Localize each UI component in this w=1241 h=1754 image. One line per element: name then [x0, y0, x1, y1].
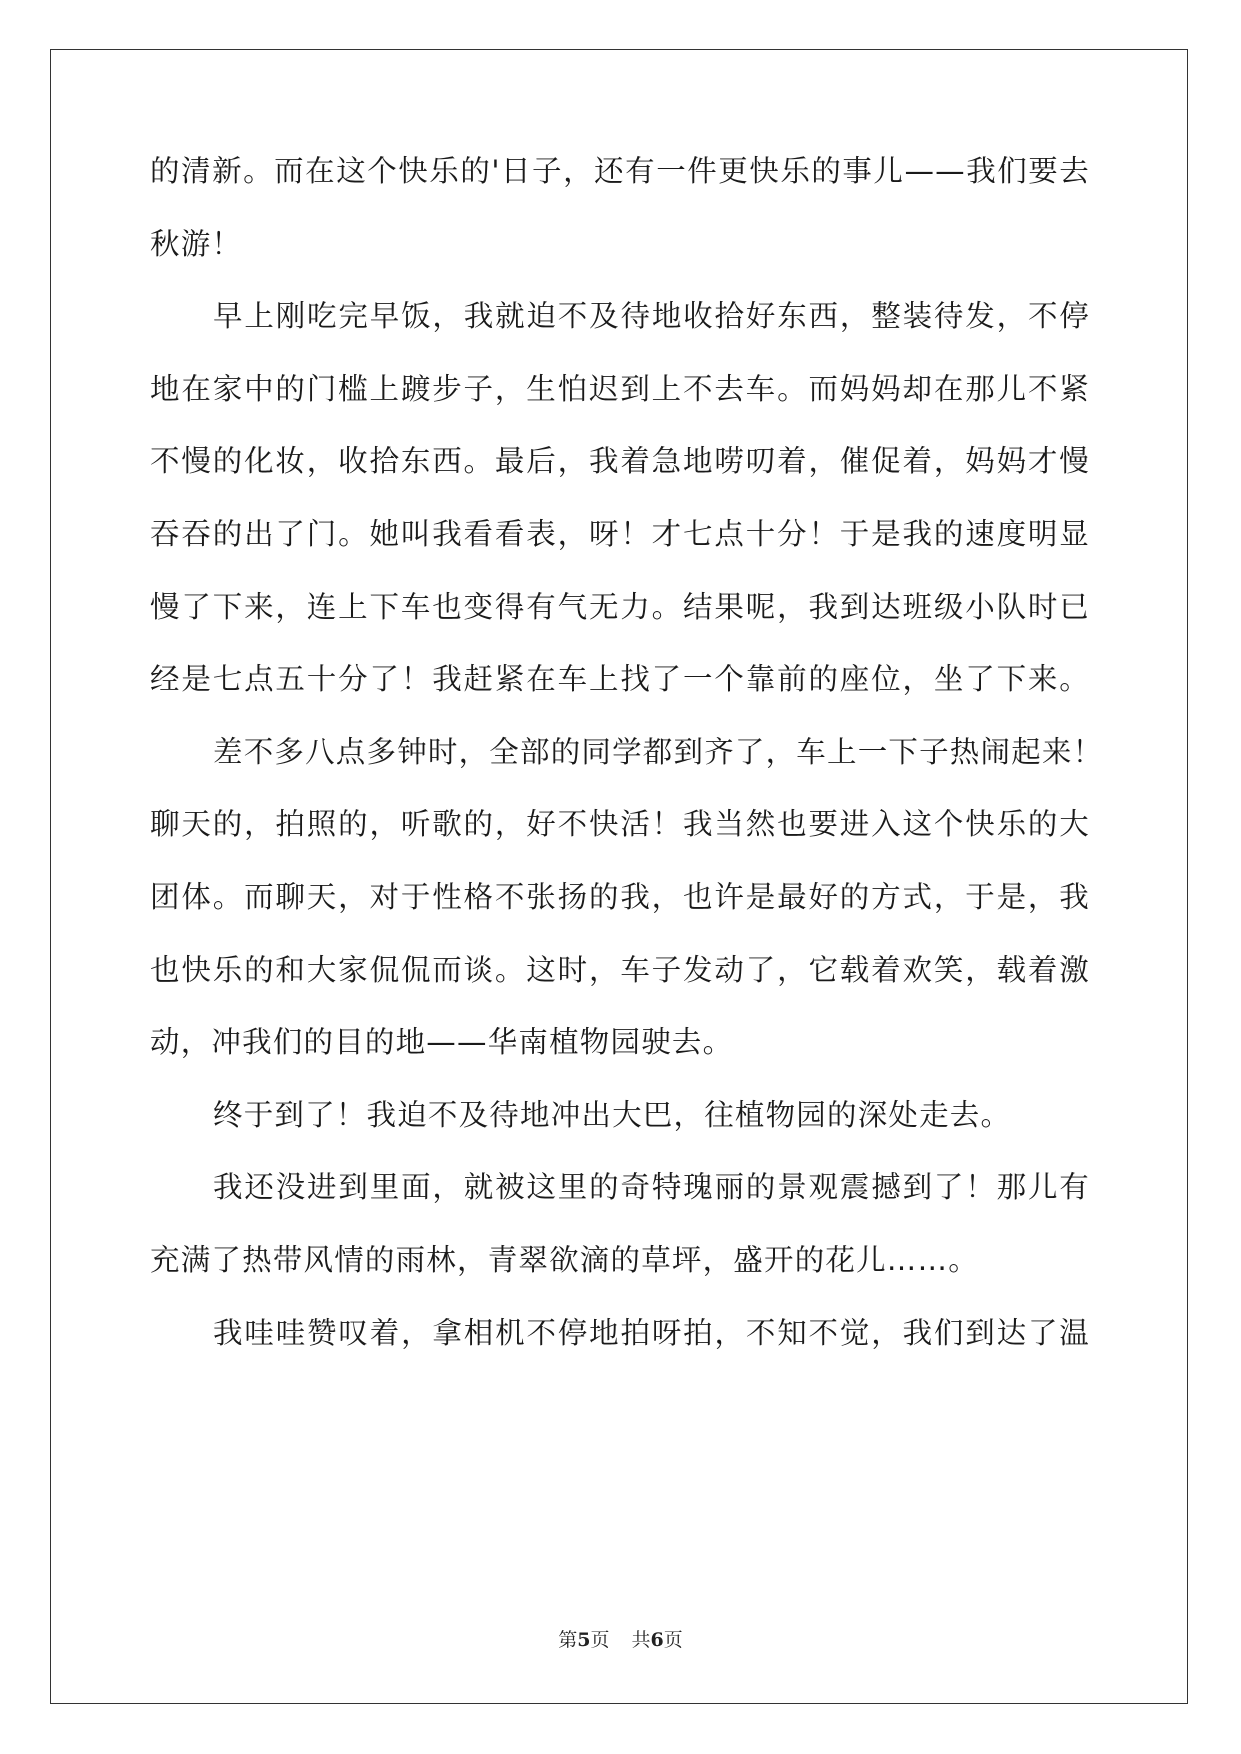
total-suffix: 页 — [663, 1629, 683, 1651]
text-line: 动，冲我们的目的地——华南植物园驶去。 — [150, 1025, 734, 1060]
text-line: 吞吞的出了门。她叫我看看表，呀！才七点十分！于是我的速度明显 — [150, 517, 1090, 551]
text-line: 我还没进到里面，就被这里的奇特瑰丽的景观震撼到了！那儿有 — [213, 1170, 1090, 1205]
text-line: 差不多八点多钟时，全部的同学都到齐了，车上一下子热闹起来！ — [213, 734, 1104, 769]
text-line: 充满了热带风情的雨林，青翠欲滴的草坪，盛开的花儿……。 — [150, 1243, 979, 1277]
text-line: 经是七点五十分了！我赶紧在车上找了一个靠前的座位，坐了下来。 — [150, 662, 1090, 697]
page-prefix: 第 — [558, 1629, 578, 1651]
text-line: 的清新。而在这个快乐的'日子，还有一件更快乐的事儿——我们要去 — [150, 154, 1090, 188]
text-line: 聊天的，拍照的，听歌的，好不快活！我当然也要进入这个快乐的大 — [150, 807, 1090, 842]
page-current: 5 — [577, 1629, 591, 1651]
page-footer — [0, 1625, 1241, 1652]
text-line: 早上刚吃完早饭，我就迫不及待地收拾好东西，整装待发，不停 — [213, 299, 1090, 334]
text-line: 终于到了！我迫不及待地冲出大巴，往植物园的深处走去。 — [213, 1097, 1012, 1132]
text-line: 我哇哇赞叹着，拿相机不停地拍呀拍，不知不觉，我们到达了温 — [213, 1315, 1090, 1350]
text-line: 地在家中的门槛上踱步子，生怕迟到上不去车。而妈妈却在那儿不紧 — [150, 371, 1090, 406]
page-suffix: 页 — [590, 1629, 610, 1651]
text-line: 也快乐的和大家侃侃而谈。这时，车子发动了，它载着欢笑，载着激 — [150, 952, 1090, 987]
page-total: 6 — [650, 1629, 664, 1651]
text-line: 秋游！ — [150, 226, 243, 261]
total-prefix: 共 — [631, 1629, 651, 1651]
text-line: 慢了下来，连上下车也变得有气无力。结果呢，我到达班级小队时已 — [150, 589, 1090, 624]
text-line: 不慢的化妆，收拾东西。最后，我着急地唠叨着，催促着，妈妈才慢 — [150, 444, 1090, 479]
text-line: 团体。而聊天，对于性格不张扬的我，也许是最好的方式，于是，我 — [150, 880, 1090, 914]
